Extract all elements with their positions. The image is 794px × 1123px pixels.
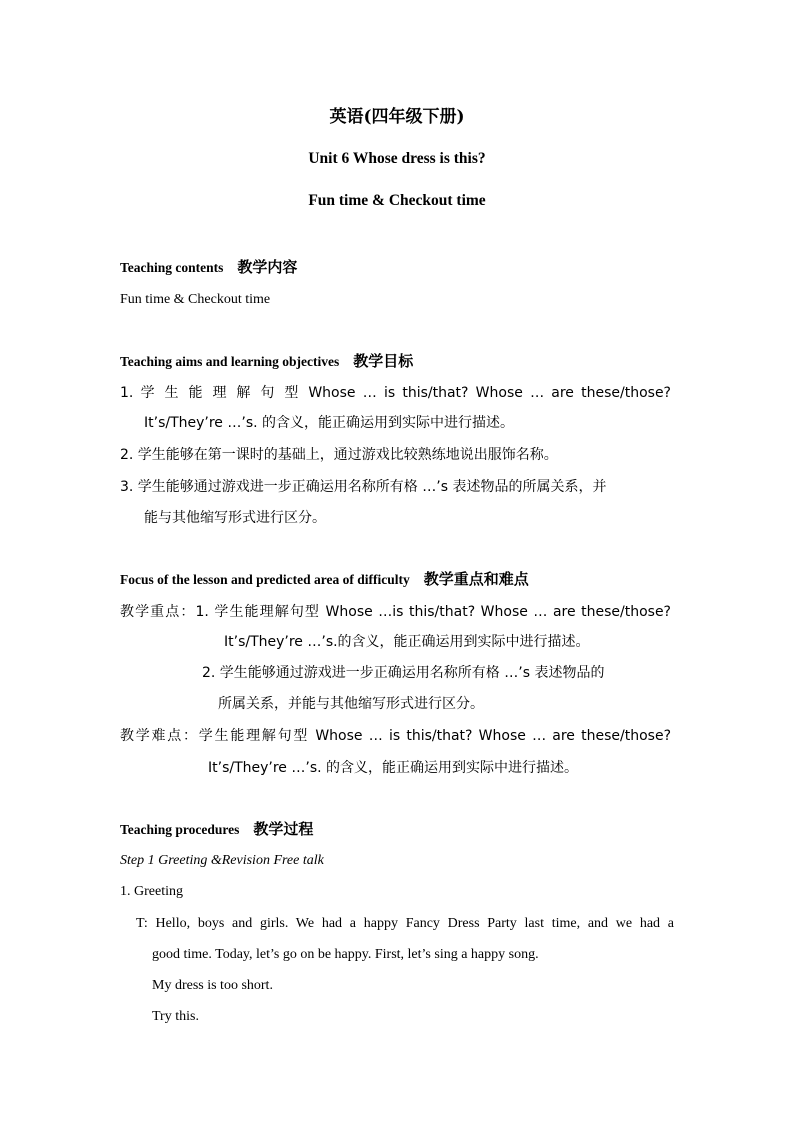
step-1-title: Step 1 Greeting &Revision Free talk — [120, 853, 324, 868]
section-heading-contents — [120, 258, 297, 277]
teacher-line-2: good time. Today, let’s go on be happy. First, let’s sing a happy song. — [152, 947, 539, 962]
heading-zh: 教学重点和难点 — [423, 570, 529, 588]
contents-text: Fun time & Checkout time — [120, 292, 271, 307]
heading-zh: 教学内容 — [237, 258, 298, 276]
aims-item-3: 3. 学生能够通过游戏进一步正确运用名称所有格 …’s 表述物品的所属关系，并 — [120, 479, 607, 495]
key-point-2: 2. 学生能够通过游戏进一步正确运用名称所有格 …’s 表述物品的 — [202, 665, 605, 681]
lesson-title: Fun time & Checkout time — [308, 192, 486, 209]
difficulty: 教学难点：学生能理解句型 Whose … is this/that? Whose … are these/those? — [120, 728, 671, 744]
song-line-2: Try this. — [152, 1009, 199, 1024]
song-line-1: My dress is too short. — [152, 978, 273, 993]
section-heading-focus — [120, 570, 529, 589]
key-point-2-cont: 所属关系，并能与其他缩写形式进行区分。 — [218, 696, 484, 712]
heading-en: Teaching aims and learning objectives — [120, 354, 340, 369]
aims-item-1-cont: It’s/They’re …’s. 的含义，能正确运用到实际中进行描述。 — [144, 415, 515, 431]
key-point-1-cont: It’s/They’re …’s.的含义，能正确运用到实际中进行描述。 — [224, 634, 590, 650]
aims-item-1: 1. 学 生 能 理 解 句 型 Whose … is this/that? Whose … are these/those? — [120, 385, 671, 401]
section-heading-aims — [120, 352, 413, 371]
heading-en: Teaching contents — [120, 260, 224, 275]
heading-en: Teaching procedures — [120, 822, 240, 837]
key-point-1: 教学重点：1. 学生能理解句型 Whose …is this/that? Whose … are these/those? — [120, 604, 671, 620]
teacher-line-1: T: Hello, boys and girls. We had a happy Fancy Dress Party last time, and we had a — [136, 916, 674, 931]
heading-en: Focus of the lesson and predicted area of difficulty — [120, 572, 410, 587]
step-1-sub-1: 1. Greeting — [120, 884, 183, 899]
aims-item-3-cont: 能与其他缩写形式进行区分。 — [144, 510, 326, 526]
difficulty-cont: It’s/They’re …’s. 的含义，能正确运用到实际中进行描述。 — [208, 760, 579, 776]
aims-item-2: 2. 学生能够在第一课时的基础上，通过游戏比较熟练地说出服饰名称。 — [120, 447, 558, 463]
document-title: 英语(四年级下册) — [329, 107, 465, 127]
heading-zh: 教学过程 — [253, 820, 314, 838]
heading-zh: 教学目标 — [353, 352, 414, 370]
section-heading-procedures — [120, 820, 313, 839]
unit-title: Unit 6 Whose dress is this? — [308, 150, 486, 167]
